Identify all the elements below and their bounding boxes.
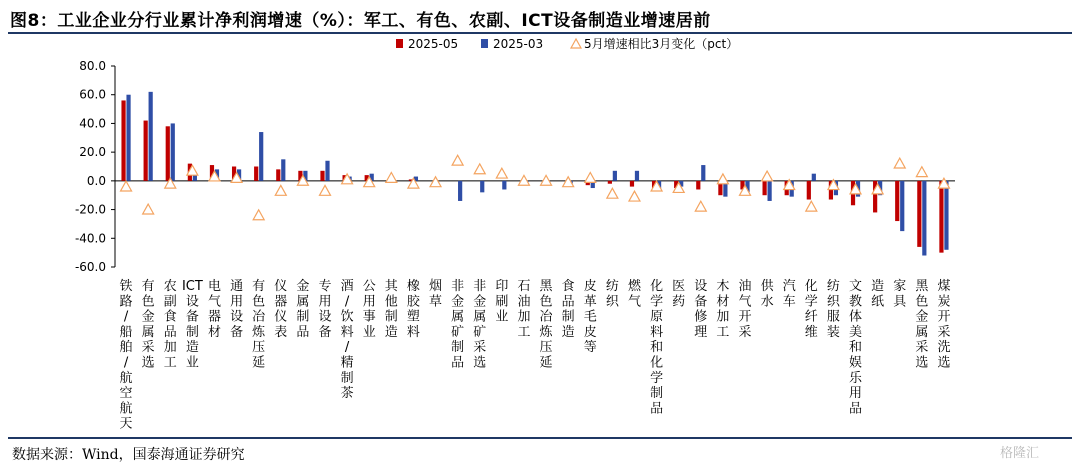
- bar-2025-03: [812, 174, 816, 181]
- legend-label: 2025-03: [493, 37, 544, 51]
- bar-2025-05: [917, 181, 921, 247]
- category-label: 专用设备: [318, 279, 332, 340]
- category-label: 石油加工: [517, 279, 531, 340]
- y-tick-label: 80.0: [79, 59, 106, 73]
- category-label: 化学纤维: [804, 279, 818, 340]
- category-label: 农副食品加工: [163, 279, 177, 371]
- category-label: 电气器材: [207, 279, 221, 340]
- data-source: 数据来源：Wind，国泰海通证券研究: [12, 447, 245, 463]
- category-label: 黑色金属采选: [915, 279, 929, 371]
- bar-2025-05: [630, 181, 634, 187]
- bar-2025-03: [922, 181, 926, 256]
- bars: [121, 92, 948, 256]
- category-labels: [120, 278, 951, 432]
- bar-2025-05: [254, 167, 258, 181]
- bar-2025-03: [126, 95, 130, 181]
- category-label: ICT 设备制造业: [181, 279, 203, 371]
- bar-2025-05: [696, 181, 700, 190]
- bar-2025-03: [149, 92, 153, 181]
- y-tick-label: 40.0: [79, 116, 106, 131]
- category-label: 印刷业: [495, 279, 509, 325]
- y-tick-label: 60.0: [79, 87, 106, 102]
- bar-2025-05: [608, 181, 612, 184]
- footer-rule: [8, 437, 1072, 439]
- change-triangle: [541, 175, 552, 185]
- change-triangle: [762, 171, 773, 181]
- legend-item: [481, 37, 543, 51]
- legend-item: [571, 36, 738, 51]
- category-label: 供水: [760, 279, 774, 310]
- watermark-logo: 格隆汇: [1000, 446, 1040, 461]
- category-label: 仪器仪表: [274, 279, 288, 340]
- category-label: 公用事业: [362, 279, 376, 340]
- bar-2025-05: [276, 169, 280, 180]
- change-triangle: [894, 158, 905, 168]
- change-triangle: [695, 201, 706, 211]
- y-tick-label: -60.0: [74, 260, 106, 274]
- legend-swatch: [481, 39, 488, 48]
- bar-2025-03: [768, 181, 772, 201]
- category-label: 非金属矿制品: [451, 279, 465, 371]
- category-label: 烟草: [429, 279, 443, 310]
- category-label: 橡胶塑料: [406, 279, 420, 340]
- bar-2025-05: [121, 100, 125, 180]
- y-tick-label: -20.0: [74, 202, 106, 217]
- change-triangle: [253, 210, 264, 220]
- category-label: 煤炭开采洗选: [937, 279, 951, 371]
- bar-2025-03: [171, 123, 175, 180]
- category-label: 家具: [893, 279, 907, 310]
- category-label: 通用设备: [230, 279, 244, 340]
- bar-2025-05: [895, 181, 899, 221]
- change-triangle: [121, 181, 132, 191]
- category-label: 化学原料和化学制品: [650, 279, 664, 417]
- change-triangle: [629, 191, 640, 201]
- bar-2025-03: [480, 181, 484, 192]
- change-triangle: [717, 174, 728, 184]
- category-label: 酒/饮料/精制茶: [340, 279, 354, 402]
- bar-2025-03: [701, 165, 705, 181]
- change-triangle: [320, 185, 331, 195]
- category-label: 纺织服装: [826, 279, 840, 340]
- change-triangle: [386, 172, 397, 182]
- change-triangle: [452, 155, 463, 165]
- category-label: 设备修理: [694, 279, 708, 340]
- category-label: 黑色冶炼压延: [539, 279, 553, 371]
- bar-2025-05: [166, 126, 170, 181]
- category-label: 其他制造: [384, 279, 398, 340]
- bar-2025-05: [939, 181, 943, 253]
- category-label: 非金属矿采选: [473, 279, 487, 371]
- category-label: 医药: [672, 279, 686, 310]
- category-label: 汽车: [782, 279, 796, 310]
- change-triangle: [806, 201, 817, 211]
- y-tick-label: 0.0: [86, 173, 106, 188]
- legend: [396, 36, 738, 51]
- bar-2025-03: [281, 159, 285, 181]
- change-triangle: [143, 204, 154, 214]
- chart-title: 图8：工业企业分行业累计净利润增速（%）：军工、有色、农副、ICT设备制造业增速居前: [10, 11, 711, 31]
- change-triangle: [275, 185, 286, 195]
- change-triangle: [518, 175, 529, 185]
- bar-2025-03: [635, 171, 639, 181]
- category-label: 油气开采: [738, 279, 752, 340]
- change-triangle: [607, 188, 618, 198]
- change-triangle: [430, 177, 441, 187]
- legend-label: 5月增速相比3月变化（pct）: [584, 37, 739, 51]
- bar-2025-05: [144, 121, 148, 181]
- bar-2025-05: [320, 171, 324, 181]
- legend-label: 2025-05: [408, 37, 459, 51]
- bar-2025-03: [458, 181, 462, 201]
- legend-swatch: [571, 39, 581, 48]
- category-label: 铁路/船舶/航空航天: [119, 279, 133, 432]
- category-label: 燃气: [627, 279, 641, 310]
- bar-2025-03: [325, 161, 329, 181]
- bar-2025-03: [613, 171, 617, 181]
- category-label: 造纸: [871, 279, 885, 310]
- change-triangle: [496, 168, 507, 178]
- category-label: 有色金属采选: [141, 279, 155, 371]
- category-label: 食品制造: [561, 279, 575, 340]
- category-label: 文教体美和娱乐用品: [849, 279, 863, 417]
- bar-2025-03: [900, 181, 904, 231]
- y-tick-label: 20.0: [79, 145, 106, 160]
- category-label: 有色冶炼压延: [252, 279, 266, 371]
- category-label: 金属制品: [296, 279, 310, 340]
- category-label: 木材加工: [716, 279, 730, 340]
- change-markers: [121, 155, 950, 219]
- axes: [75, 59, 955, 274]
- legend-item: [396, 37, 458, 51]
- change-triangle: [916, 167, 927, 177]
- bar-2025-03: [944, 181, 948, 250]
- bar-2025-03: [259, 132, 263, 181]
- change-triangle: [585, 172, 596, 182]
- legend-swatch: [396, 39, 403, 48]
- bar-2025-05: [807, 181, 811, 200]
- category-label: 皮革毛皮等: [583, 279, 597, 356]
- change-triangle: [474, 164, 485, 174]
- category-label: 纺织: [605, 279, 619, 310]
- bar-2025-03: [502, 181, 506, 190]
- y-tick-label: -40.0: [74, 231, 106, 246]
- bar-2025-05: [763, 181, 767, 195]
